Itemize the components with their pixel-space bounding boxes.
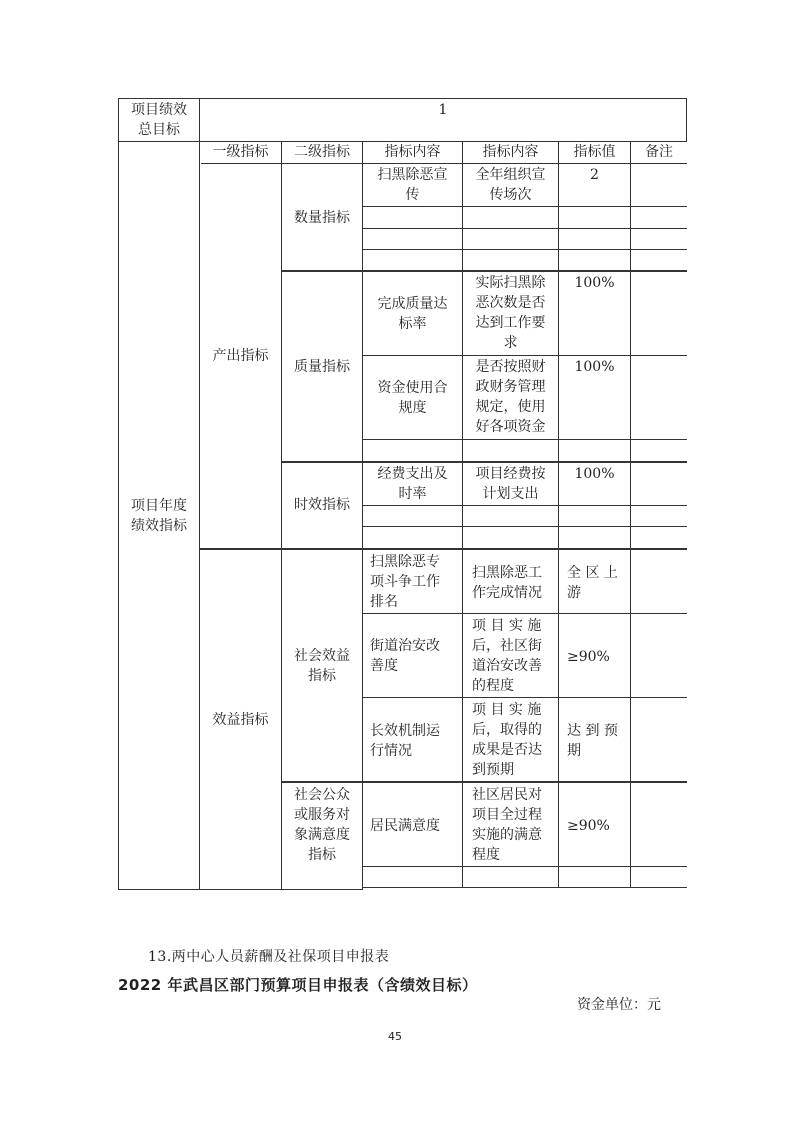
level1-output: 产出指标 [212,348,269,364]
row1-content: 扫黑除恶宣 传 [377,167,448,203]
row6-value: ≥90% [567,649,610,665]
row3-detail: 是否按照财 政财务管理 规定，使用 好各项资金 [475,359,546,435]
row7-value: 达 到 预 期 [567,723,618,759]
row6-detail: 项 目 实 施 后，社区街 道治安改善 的程度 [472,618,542,694]
row5-content: 扫黑除恶专 项斗争工作 排名 [370,554,440,610]
level1-benefit: 效益指标 [212,712,269,728]
row5-value: 全 区 上 游 [567,565,618,601]
row6-content: 街道治安改 善度 [370,638,440,674]
level2-satisfaction: 社会公众 或服务对 象满意度 指标 [294,787,350,863]
header-note: 备注 [645,144,673,160]
section-caption: 13.两中心人员薪酬及社保项目申报表 [148,949,390,965]
goal-label: 项目绩效 总目标 [131,102,187,138]
level2-timeliness: 时效指标 [294,497,350,513]
currency-unit: 资金单位：元 [577,997,661,1013]
header-level2: 二级指标 [294,144,350,160]
row4-detail: 项目经费按 计划支出 [475,466,546,502]
row2-content: 完成质量达 标率 [377,296,448,332]
header-content-2: 指标内容 [482,144,539,160]
row7-detail: 项 目 实 施 后，取得的 成果是否达 到预期 [472,702,542,778]
header-content: 指标内容 [384,144,441,160]
row8-value: ≥90% [567,818,610,834]
row2-detail: 实际扫黑除 恶次数是否 达到工作要 求 [475,275,546,351]
row3-content: 资金使用合 规度 [377,380,448,416]
level2-social: 社会效益 指标 [294,648,350,684]
row5-detail: 扫黑除恶工 作完成情况 [472,565,542,601]
year-indicator-label: 项目年度 绩效指标 [131,498,187,534]
goal-value: 1 [438,102,448,118]
row2-value: 100% [574,275,615,291]
row8-content: 居民满意度 [370,818,440,834]
row7-content: 长效机制运 行情况 [370,723,440,759]
header-value: 指标值 [573,144,616,160]
level2-quality: 质量指标 [294,359,350,375]
row3-value: 100% [574,359,615,375]
row8-detail: 社区居民对 项目全过程 实施的满意 程度 [472,787,542,863]
row1-value: 2 [590,167,599,183]
form-title: 2022 年武昌区部门预算项目申报表（含绩效目标） [118,976,478,994]
header-level1: 一级指标 [212,144,269,160]
level2-quantity: 数量指标 [294,210,350,226]
row4-content: 经费支出及 时率 [377,466,448,502]
row4-value: 100% [574,466,615,482]
row1-detail: 全年组织宣 传场次 [475,167,546,203]
page-number: 45 [388,1030,402,1043]
